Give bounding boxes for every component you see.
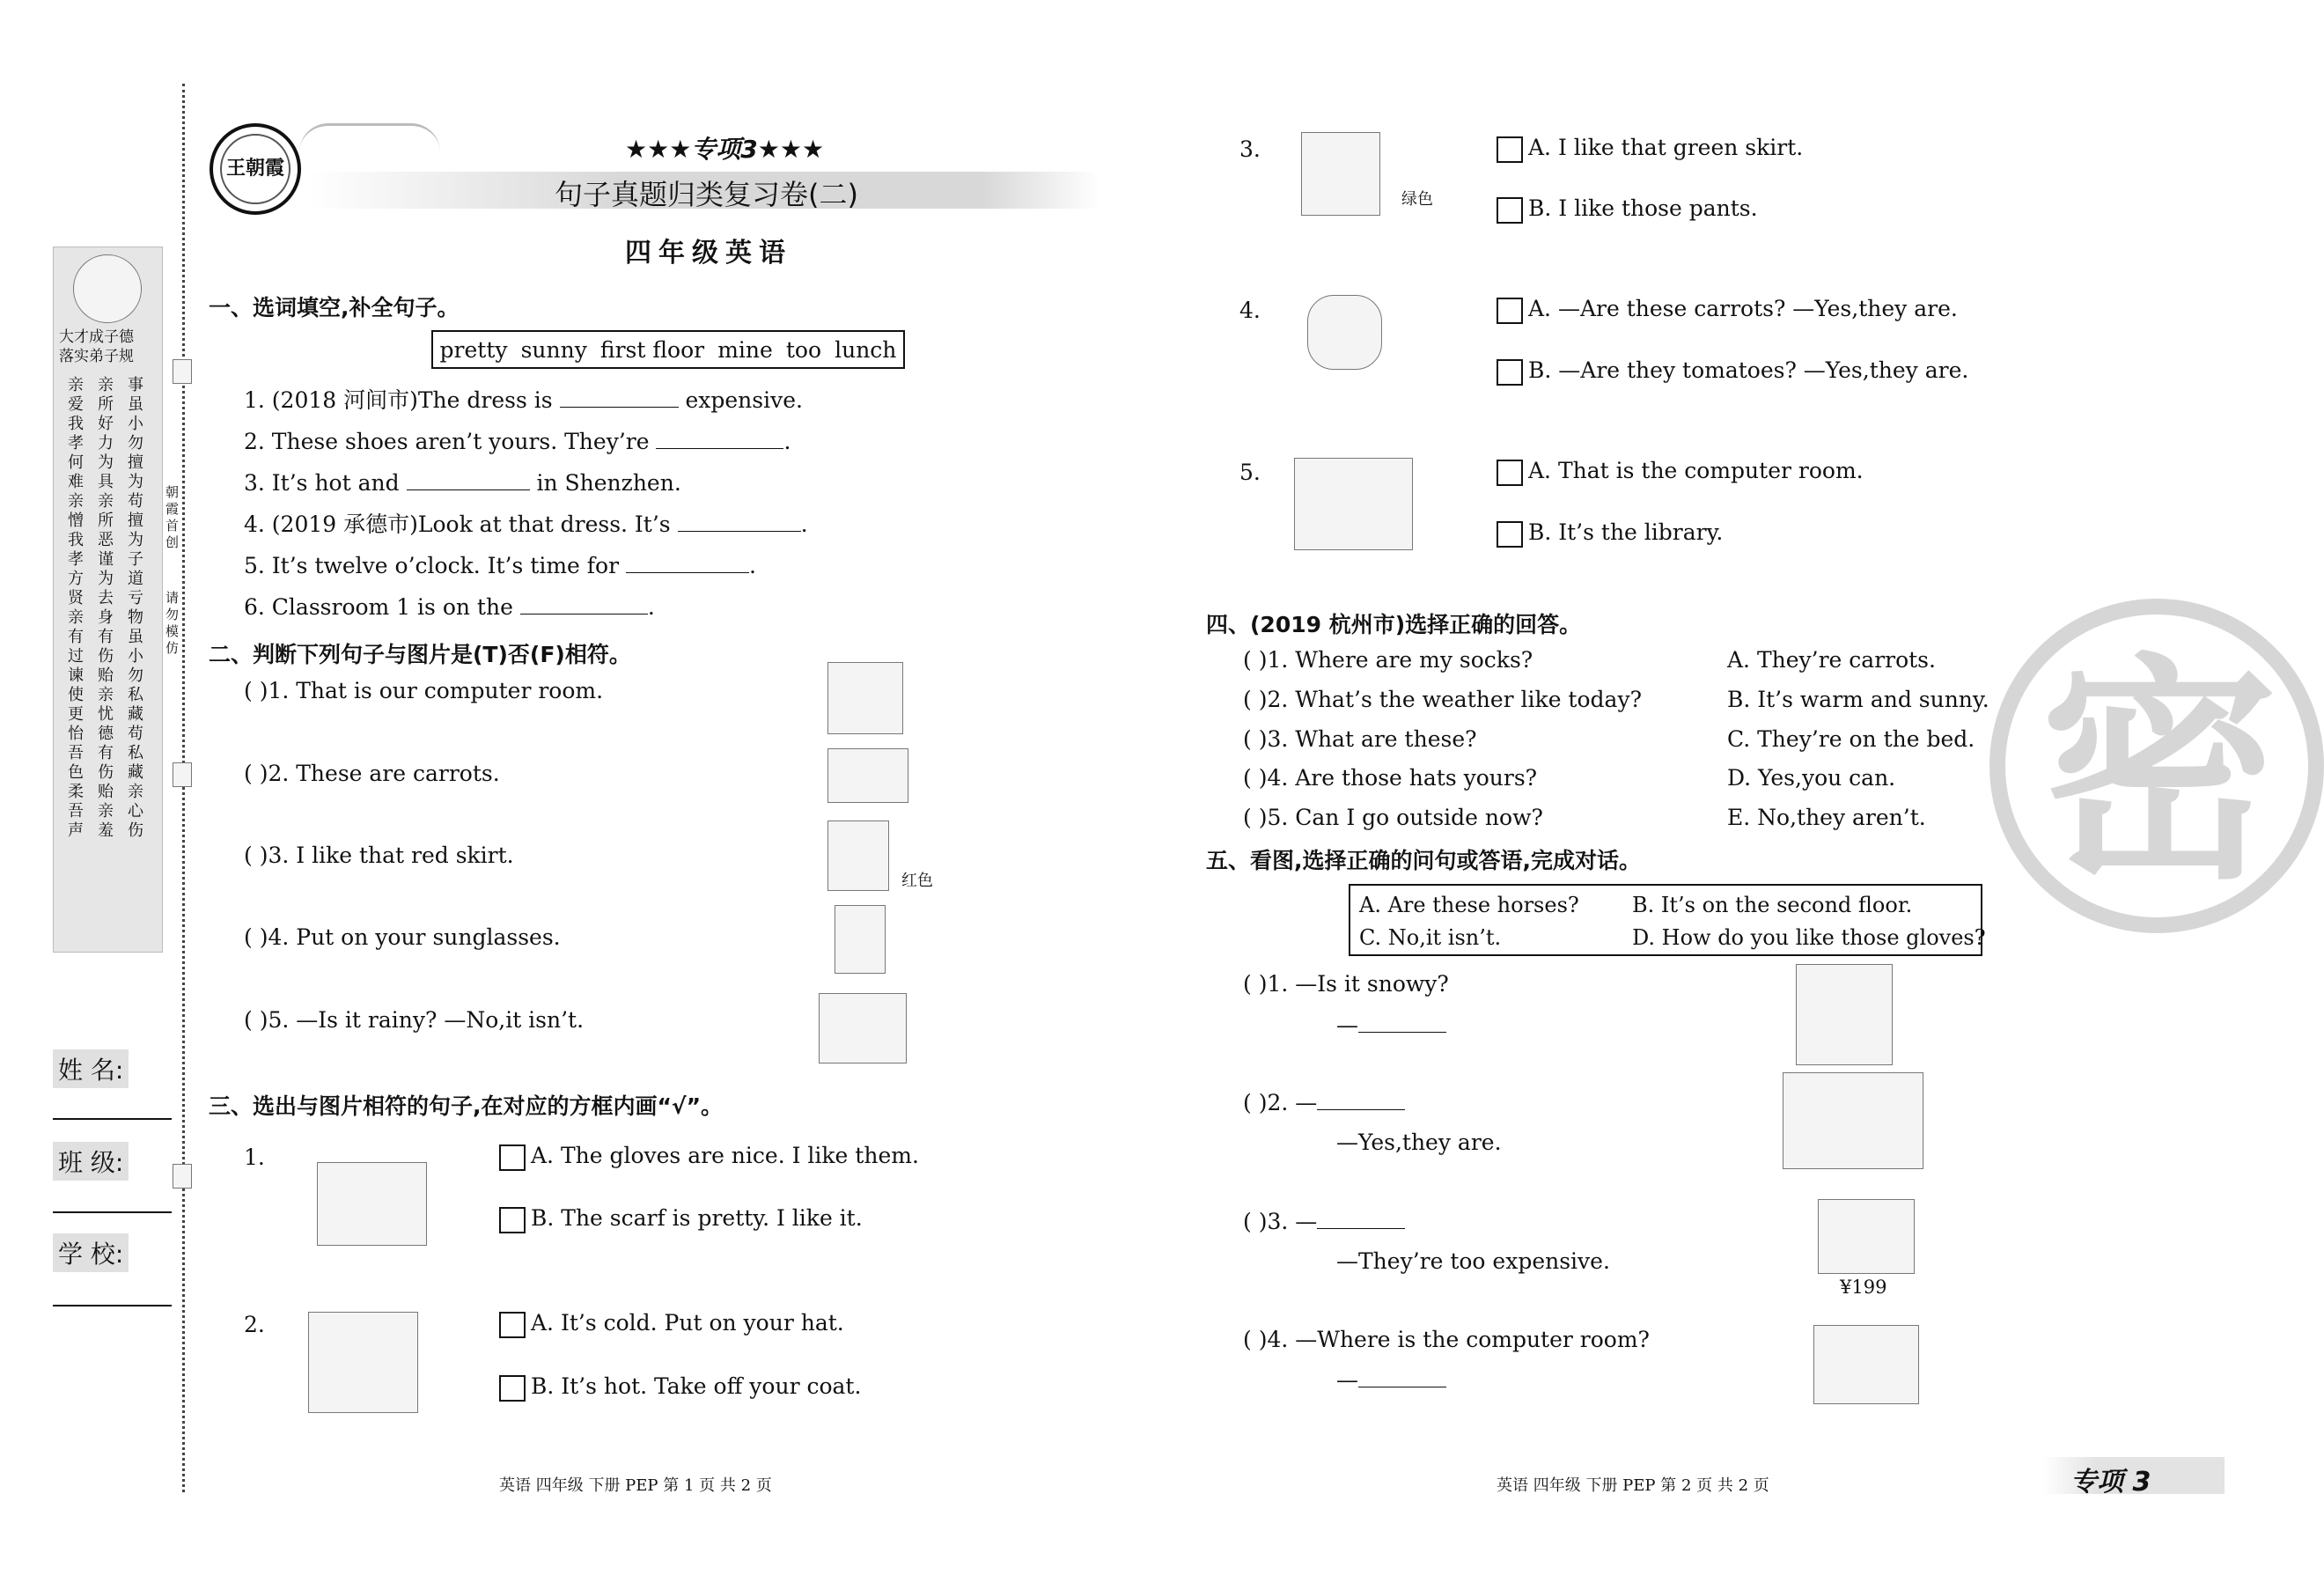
choice-b: B. —Are they tomatoes? —Yes,they are. xyxy=(1497,357,1968,386)
checkbox[interactable] xyxy=(1497,460,1523,486)
tomatoes-picture xyxy=(1307,295,1382,370)
section1-heading: 一、选词填空,补全句子。 xyxy=(209,295,460,320)
page-title: 句子真题归类复习卷(二) xyxy=(555,178,858,211)
item-number: 1. xyxy=(244,1144,265,1170)
sweater-picture xyxy=(827,821,889,891)
dialog-line-2: — xyxy=(1336,1012,1446,1039)
dialog-line-1: ( )3. — xyxy=(1243,1209,1405,1235)
dialog-line-2: — xyxy=(1336,1367,1446,1394)
word-bank-item: lunch xyxy=(835,336,897,363)
gloves-picture xyxy=(317,1162,427,1246)
school-field[interactable] xyxy=(53,1305,172,1306)
option: B. It’s on the second floor. xyxy=(1632,893,1913,917)
word-bank-item: mine xyxy=(717,336,773,363)
match-question: ( )5. Can I go outside now? xyxy=(1243,805,1543,830)
match-question: ( )3. What are these? xyxy=(1243,726,1477,752)
options-box xyxy=(1349,884,1986,956)
tf-item: ( )2. These are carrots. xyxy=(244,761,500,786)
choice-b: B. It’s the library. xyxy=(1497,519,1723,548)
computer-room-picture xyxy=(1294,458,1413,550)
sidebar-verse-col-1: 事虽小勿擅为苟擅为子道亏物虽小勿私藏苟私藏亲心伤 xyxy=(128,376,143,840)
tf-item: ( )5. —Is it rainy? —No,it isn’t. xyxy=(244,1007,585,1033)
footer-left: 英语 四年级 下册 PEP 第 1 页 共 2 页 xyxy=(499,1476,772,1495)
answer-blank[interactable] xyxy=(560,387,679,408)
price-label: ¥199 xyxy=(1840,1277,1887,1298)
item-number: 4. xyxy=(1239,298,1261,323)
checkbox[interactable] xyxy=(499,1375,526,1402)
answer-blank[interactable] xyxy=(1358,1367,1446,1387)
footer-right: 英语 四年级 下册 PEP 第 2 页 共 2 页 xyxy=(1497,1476,1769,1495)
tf-item: ( )1. That is our computer room. xyxy=(244,678,604,703)
dialog-line-1: ( )4. —Where is the computer room? xyxy=(1243,1327,1650,1352)
item-number: 5. xyxy=(1239,460,1261,485)
scholar-cartoon-picture xyxy=(73,254,142,323)
building-picture xyxy=(827,662,903,734)
word-bank-item: sunny xyxy=(520,336,587,363)
sidebar-verse-col-3: 亲爱我孝何难亲憎我孝方贤亲有过谏使更怡吾色柔吾声 xyxy=(68,376,84,840)
section5-heading: 五、看图,选择正确的问句或答语,完成对话。 xyxy=(1206,848,1641,873)
choice-b: B. It’s hot. Take off your coat. xyxy=(499,1373,861,1402)
answer-blank[interactable] xyxy=(407,470,530,490)
match-answer: B. It’s warm and sunny. xyxy=(1727,687,1989,712)
sidebar-panel xyxy=(53,247,163,953)
name-label: 姓 名: xyxy=(53,1049,129,1088)
sidebar-verse-col-2: 亲所好力为具亲所恶谨为去身有伤贻亲忧德有伤贻亲羞 xyxy=(98,376,114,840)
class-label: 班 级: xyxy=(53,1142,129,1181)
checkbox[interactable] xyxy=(499,1144,526,1171)
answer-blank[interactable] xyxy=(1317,1209,1405,1229)
choice-a: A. The gloves are nice. I like them. xyxy=(499,1143,919,1171)
item-number: 3. xyxy=(1239,136,1261,162)
sidebar-motto-2: 落实弟子规 xyxy=(59,348,134,365)
vertical-note-2: 请勿模仿 xyxy=(165,590,180,656)
horses-picture xyxy=(1783,1072,1923,1169)
perforation-line xyxy=(182,84,185,1492)
choice-a: A. That is the computer room. xyxy=(1497,458,1864,486)
rain-umbrella-picture xyxy=(819,993,907,1063)
answer-blank[interactable] xyxy=(520,594,648,615)
secret-watermark xyxy=(1989,599,2324,933)
answer-blank[interactable] xyxy=(1358,1012,1446,1033)
fill-item: 5. It’s twelve o’clock. It’s time for . xyxy=(244,553,756,578)
corner-tab-label: 专项 3 xyxy=(2070,1467,2151,1498)
answer-blank[interactable] xyxy=(626,553,749,573)
match-answer: D. Yes,you can. xyxy=(1727,765,1896,791)
dialog-line-1: ( )2. — xyxy=(1243,1090,1405,1116)
option: D. How do you like those gloves? xyxy=(1632,925,1986,950)
carrots-picture xyxy=(827,748,908,803)
option: A. Are these horses? xyxy=(1359,893,1579,917)
cut-mark-icon xyxy=(173,359,192,384)
match-question: ( )2. What’s the weather like today? xyxy=(1243,687,1642,712)
choice-b: B. I like those pants. xyxy=(1497,195,1758,224)
vertical-note-1: 朝霞首创 xyxy=(165,484,180,550)
dialog-line-2: —Yes,they are. xyxy=(1336,1130,1502,1155)
checkbox[interactable] xyxy=(499,1312,526,1338)
choice-a: A. I like that green skirt. xyxy=(1497,135,1803,163)
fill-item: 3. It’s hot and in Shenzhen. xyxy=(244,470,681,496)
color-label: 绿色 xyxy=(1401,190,1433,209)
choice-a: A. It’s cold. Put on your hat. xyxy=(499,1310,844,1338)
school-label: 学 校: xyxy=(53,1233,129,1272)
dialog-line-1: ( )1. —Is it snowy? xyxy=(1243,971,1449,997)
word-bank-item: first floor xyxy=(599,336,705,363)
sun-and-girl-picture xyxy=(1796,964,1893,1065)
tf-item: ( )4. Put on your sunglasses. xyxy=(244,924,561,950)
boy-outdoors-picture xyxy=(308,1312,418,1413)
fill-item: 6. Classroom 1 is on the . xyxy=(244,594,655,620)
word-bank-item: too xyxy=(785,336,822,363)
section2-heading: 二、判断下列句子与图片是(T)否(F)相符。 xyxy=(209,642,631,667)
scarf-picture xyxy=(835,905,886,974)
school-building-picture xyxy=(1813,1325,1919,1404)
match-answer: E. No,they aren’t. xyxy=(1727,805,1926,830)
match-question: ( )4. Are those hats yours? xyxy=(1243,765,1538,791)
cut-mark-icon xyxy=(173,762,192,787)
seal-logo xyxy=(210,123,301,215)
checkbox[interactable] xyxy=(1497,136,1523,163)
sidebar-motto-1: 大才成子德 xyxy=(59,328,134,346)
fill-item: 2. These shoes aren’t yours. They’re . xyxy=(244,429,791,454)
fill-item: 1. (2018 河间市)The dress is expensive. xyxy=(244,387,803,413)
checkbox[interactable] xyxy=(1497,197,1523,224)
section4-heading: 四、(2019 杭州市)选择正确的回答。 xyxy=(1206,612,1582,637)
dialog-line-2: —They’re too expensive. xyxy=(1336,1248,1610,1274)
checkbox[interactable] xyxy=(1497,359,1523,386)
fill-item: 4. (2019 承德市)Look at that dress. It’s . xyxy=(244,512,808,537)
answer-blank[interactable] xyxy=(678,512,801,532)
tf-item: ( )3. I like that red skirt. xyxy=(244,843,514,868)
seal-text: 王朝霞 xyxy=(225,157,284,180)
word-bank-item: pretty xyxy=(439,336,508,363)
match-answer: A. They’re carrots. xyxy=(1727,647,1936,673)
gloves-price-picture xyxy=(1818,1199,1915,1274)
name-field[interactable] xyxy=(53,1118,172,1120)
watermark-text: 密 xyxy=(2041,634,2278,911)
checkbox[interactable] xyxy=(1497,298,1523,324)
option: C. No,it isn’t. xyxy=(1359,925,1502,950)
answer-blank[interactable] xyxy=(656,429,783,449)
checkbox[interactable] xyxy=(1497,521,1523,548)
series-label: ★★★专项3★★★ xyxy=(625,135,825,164)
section3-heading: 三、选出与图片相符的句子,在对应的方框内画“√”。 xyxy=(209,1093,724,1119)
choice-a: A. —Are these carrots? —Yes,they are. xyxy=(1497,296,1958,324)
cut-mark-icon xyxy=(173,1164,192,1189)
color-label: 红色 xyxy=(901,872,933,890)
ribbon-decoration xyxy=(299,123,440,152)
word-bank-box xyxy=(431,330,905,369)
grade-subject: 四年级英语 xyxy=(625,238,792,269)
match-question: ( )1. Where are my socks? xyxy=(1243,647,1533,673)
match-answer: C. They’re on the bed. xyxy=(1727,726,1975,752)
skirt-picture xyxy=(1301,132,1380,216)
class-field[interactable] xyxy=(53,1211,172,1213)
choice-b: B. The scarf is pretty. I like it. xyxy=(499,1205,863,1233)
item-number: 2. xyxy=(244,1312,265,1337)
checkbox[interactable] xyxy=(499,1207,526,1233)
answer-blank[interactable] xyxy=(1317,1090,1405,1110)
